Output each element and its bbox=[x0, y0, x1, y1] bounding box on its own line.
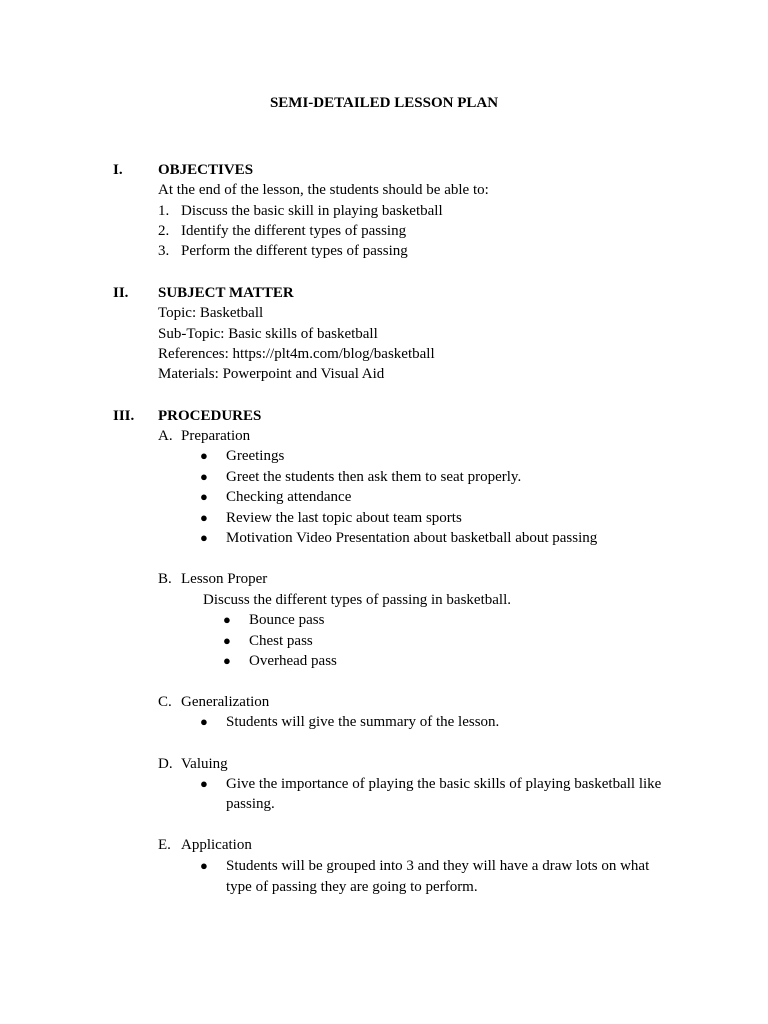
bullet-icon: ● bbox=[223, 612, 231, 627]
document-title: SEMI-DETAILED LESSON PLAN bbox=[269, 95, 499, 111]
bullet-item: Bounce pass bbox=[249, 612, 325, 628]
bullet-icon: ● bbox=[200, 858, 208, 873]
subsection-label: Lesson Proper bbox=[181, 571, 268, 587]
subject-line: Materials: Powerpoint and Visual Aid bbox=[158, 366, 385, 382]
bullet-item: Overhead pass bbox=[249, 653, 337, 669]
section-numeral: II. bbox=[113, 285, 129, 301]
lesson-proper-intro: Discuss the different types of passing in basketball. bbox=[203, 592, 511, 608]
bullet-item: Students will be grouped into 3 and they will have a draw lots on what bbox=[226, 858, 650, 874]
bullet-item: Checking attendance bbox=[226, 489, 352, 505]
subject-line: Sub-Topic: Basic skills of basketball bbox=[158, 326, 378, 342]
subsection-letter: C. bbox=[158, 694, 172, 710]
list-number: 2. bbox=[158, 223, 170, 239]
subsection-letter: D. bbox=[158, 756, 173, 772]
list-item: Perform the different types of passing bbox=[181, 243, 408, 259]
section-heading: SUBJECT MATTER bbox=[158, 285, 294, 301]
subject-line: Topic: Basketball bbox=[158, 305, 264, 321]
objectives-intro: At the end of the lesson, the students should be able to: bbox=[158, 182, 489, 198]
bullet-item-continuation: passing. bbox=[226, 796, 275, 812]
bullet-item: Motivation Video Presentation about basketball about passing bbox=[226, 530, 598, 546]
bullet-icon: ● bbox=[200, 530, 208, 545]
bullet-icon: ● bbox=[200, 510, 208, 525]
list-number: 1. bbox=[158, 203, 170, 219]
bullet-icon: ● bbox=[200, 469, 208, 484]
bullet-icon: ● bbox=[223, 653, 231, 668]
bullet-item: Chest pass bbox=[249, 633, 313, 649]
section-heading: PROCEDURES bbox=[158, 408, 262, 424]
bullet-item-continuation: type of passing they are going to perform. bbox=[226, 879, 478, 895]
bullet-icon: ● bbox=[223, 633, 231, 648]
bullet-item: Students will give the summary of the lesson. bbox=[226, 714, 500, 730]
subsection-label: Preparation bbox=[181, 428, 251, 444]
section-heading: OBJECTIVES bbox=[158, 162, 254, 178]
bullet-icon: ● bbox=[200, 489, 208, 504]
subsection-label: Generalization bbox=[181, 694, 270, 710]
subject-line: References: https://plt4m.com/blog/basketball bbox=[158, 346, 435, 362]
subsection-letter: A. bbox=[158, 428, 173, 444]
subsection-letter: E. bbox=[158, 837, 171, 853]
subsection-letter: B. bbox=[158, 571, 172, 587]
bullet-icon: ● bbox=[200, 448, 208, 463]
subsection-label: Valuing bbox=[181, 756, 228, 772]
bullet-item: Greet the students then ask them to seat properly. bbox=[226, 469, 522, 485]
subsection-label: Application bbox=[181, 837, 252, 853]
list-item: Identify the different types of passing bbox=[181, 223, 407, 239]
bullet-item: Greetings bbox=[226, 448, 285, 464]
list-item: Discuss the basic skill in playing basketball bbox=[181, 203, 443, 219]
bullet-icon: ● bbox=[200, 776, 208, 791]
section-numeral: I. bbox=[113, 162, 123, 178]
list-number: 3. bbox=[158, 243, 170, 259]
bullet-icon: ● bbox=[200, 714, 208, 729]
bullet-item: Review the last topic about team sports bbox=[226, 510, 462, 526]
section-numeral: III. bbox=[113, 408, 135, 424]
bullet-item: Give the importance of playing the basic skills of playing basketball like bbox=[226, 776, 662, 792]
